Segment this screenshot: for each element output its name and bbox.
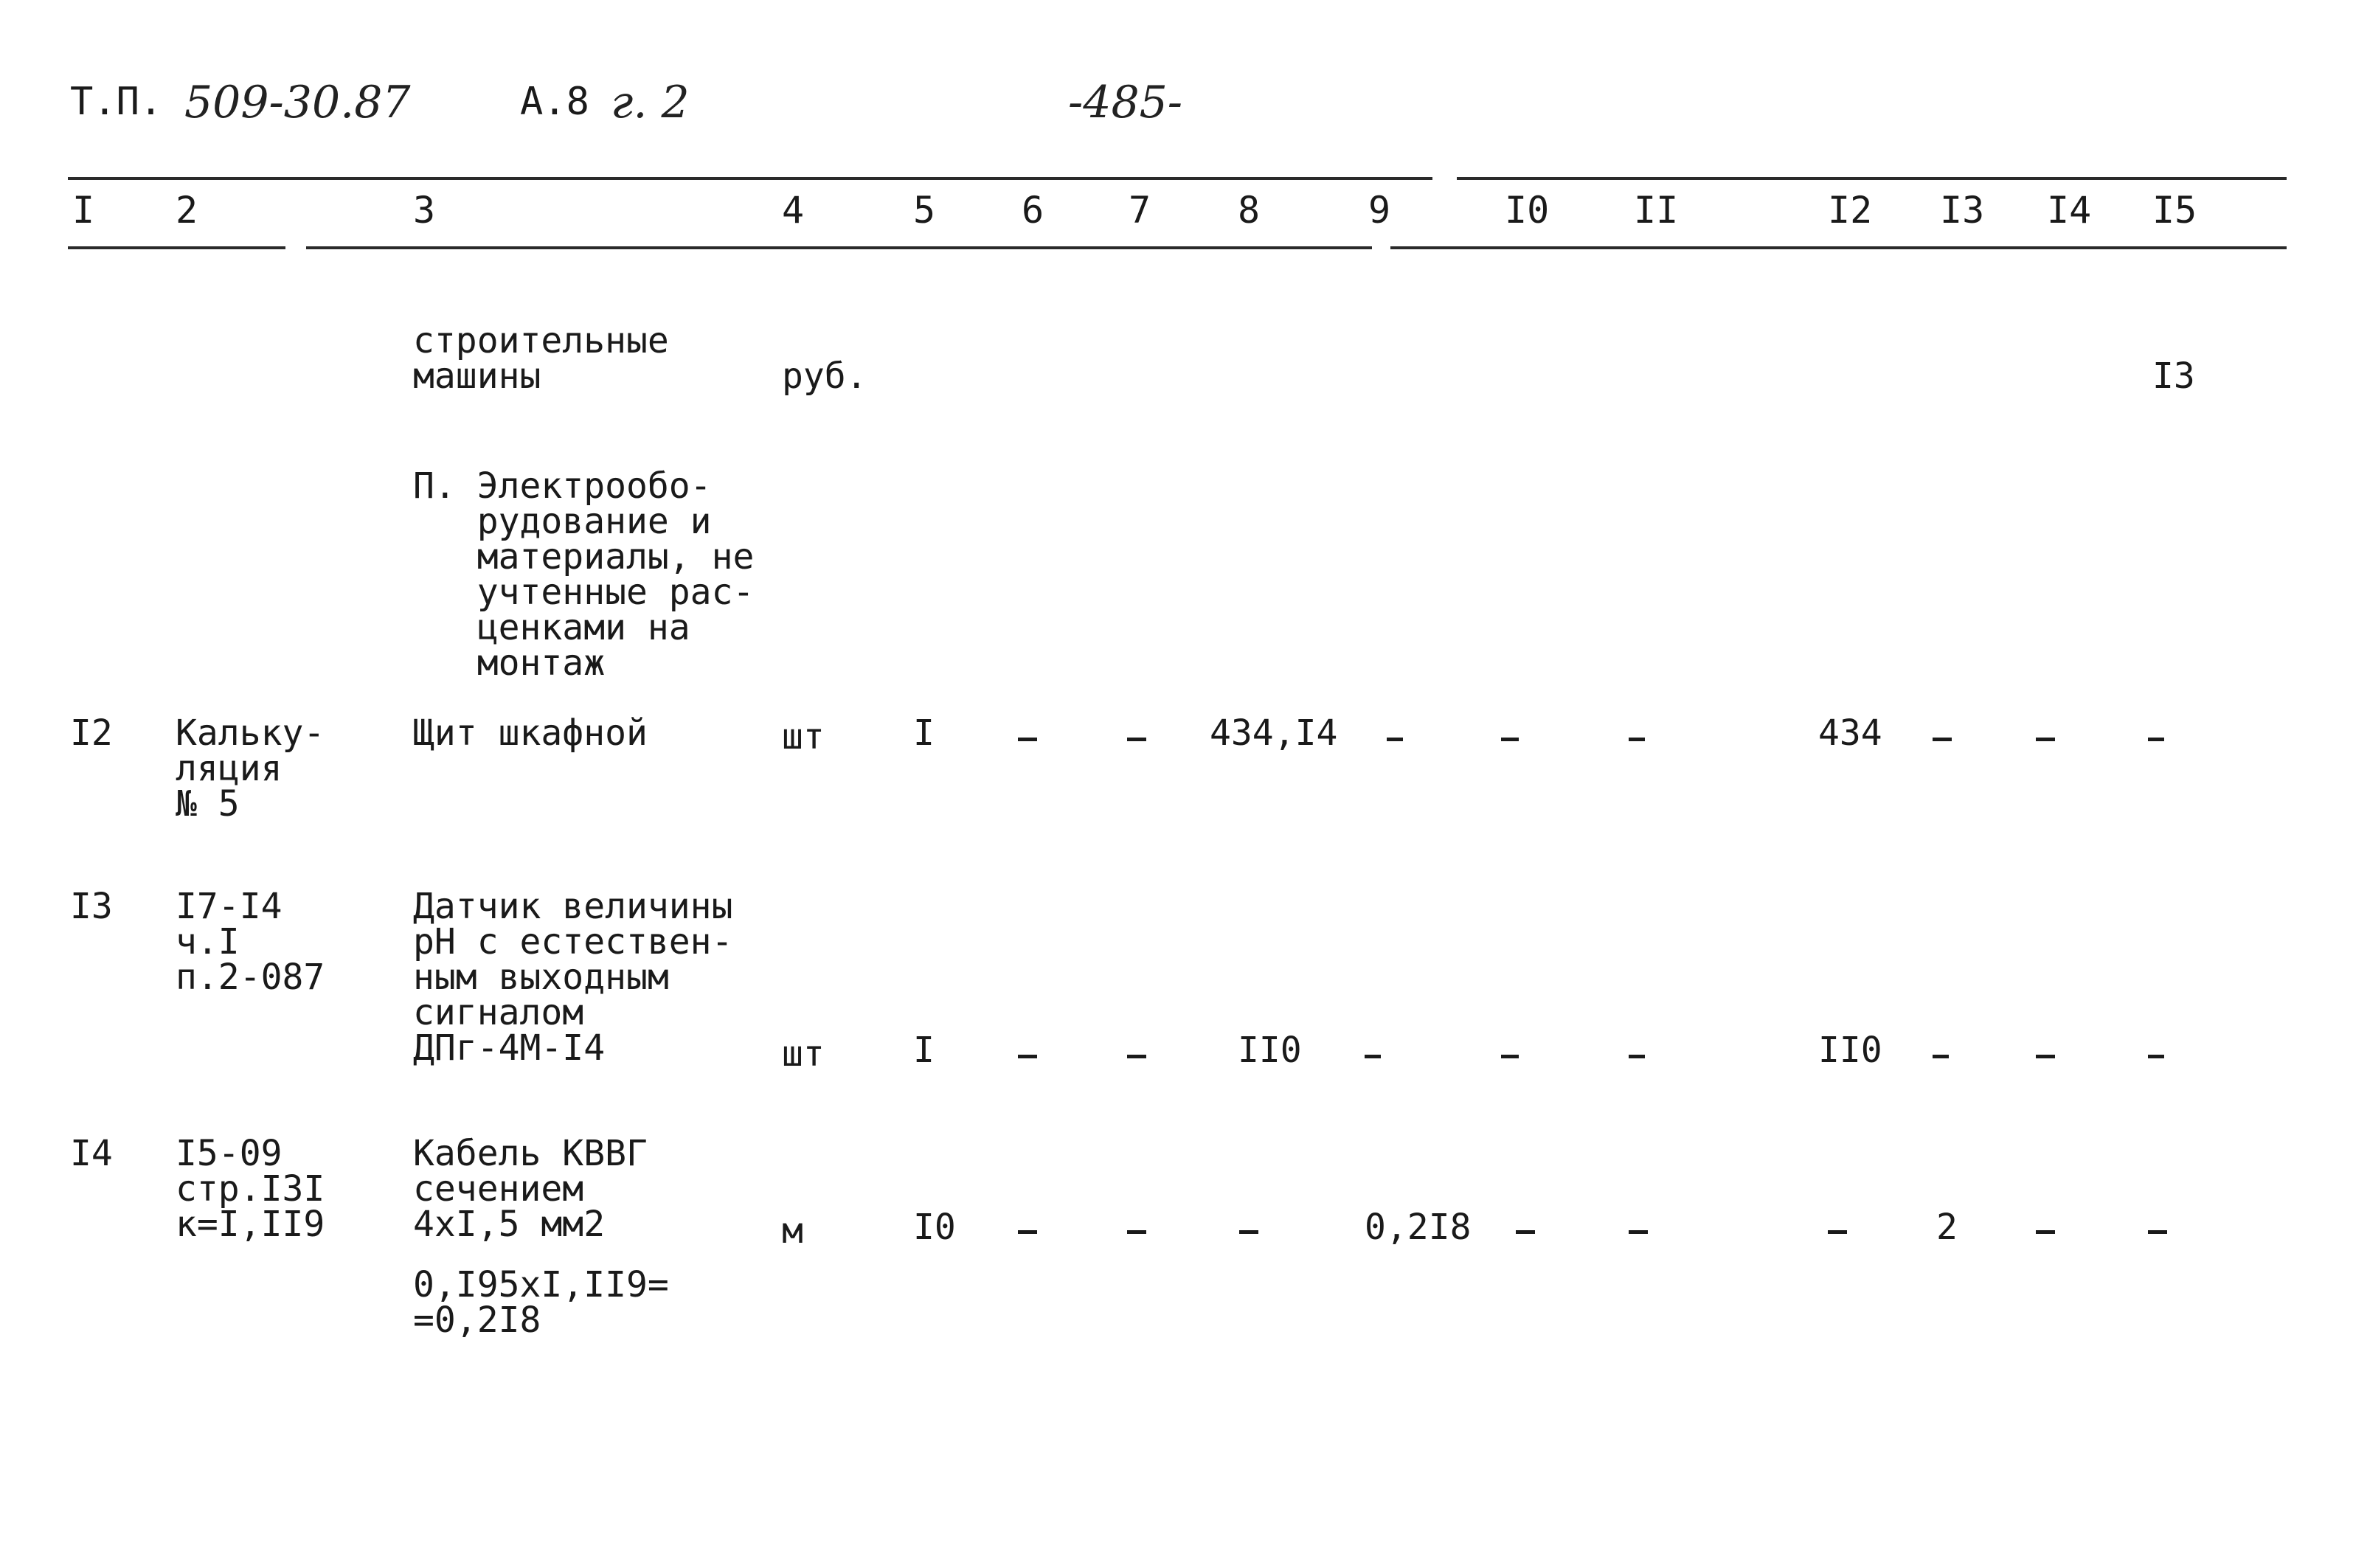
col-header-10: I0 [1505, 189, 1550, 232]
row-12-col11-dash [1629, 738, 1645, 741]
col-header-9: 9 [1368, 189, 1391, 232]
row-13-col10-dash [1501, 1055, 1519, 1058]
row-14-col10-dash [1516, 1230, 1535, 1234]
table-top-rule-right [1457, 177, 2287, 180]
row-14-name: Кабель КВВГ сечением 4хI,5 мм2 [413, 1133, 648, 1245]
row-12-col5: I [913, 712, 935, 754]
row-13-col11-dash [1629, 1055, 1645, 1058]
row-12-col10-dash [1501, 738, 1519, 741]
row-14-number: I4 [70, 1133, 113, 1174]
col-header-8: 8 [1238, 189, 1261, 232]
row-14-col14-dash [2036, 1230, 2055, 1234]
row-12-col6-dash [1018, 738, 1037, 741]
row-12-col8: 434,I4 [1210, 712, 1338, 754]
header-prefix: Т.П. [70, 80, 163, 124]
row-13-col7-dash [1127, 1055, 1146, 1058]
row-14-col13: 2 [1936, 1207, 1958, 1248]
row-14-col6-dash [1018, 1230, 1037, 1234]
row-13-name: Датчик величины pH с естествен- ным выходным сигналом ДПг-4М-I4 [413, 886, 733, 1069]
col-header-15: I5 [2152, 189, 2197, 232]
col-header-5: 5 [913, 189, 936, 232]
row-14-col15-dash [2148, 1230, 2167, 1234]
row-13-col5: I [913, 1030, 935, 1071]
header-bottom-rule-c [1390, 246, 2287, 249]
row-14-col5: I0 [913, 1207, 956, 1248]
row-13-col12: II0 [1818, 1030, 1882, 1071]
row-14-reference: I5-09 стр.I3I к=I,II9 [176, 1133, 325, 1245]
row-12-unit: шт [782, 716, 825, 757]
section-2-heading: П. Электрообо- рудование и материалы, не учтенные рас- ценками на монтаж [413, 465, 755, 684]
row-12-col14-dash [2036, 738, 2055, 741]
row-14-col11-dash [1629, 1230, 1648, 1234]
row-13-number: I3 [70, 886, 113, 927]
col-header-7: 7 [1129, 189, 1151, 232]
header-bottom-rule-b [306, 246, 1372, 249]
row-12-col12: 434 [1818, 712, 1882, 754]
project-number: 509-30.87 [184, 77, 411, 128]
row-14-col8-dash [1239, 1230, 1258, 1234]
row-13-unit: шт [782, 1033, 825, 1075]
row-14-unit: м [782, 1210, 803, 1252]
album-label: А.8 [520, 80, 589, 124]
row-14-col7-dash [1127, 1230, 1146, 1234]
row-12-number: I2 [70, 712, 113, 754]
col-header-13: I3 [1940, 189, 1985, 232]
album-part: г. 2 [611, 77, 690, 128]
row-12-col13-dash [1933, 738, 1952, 741]
col-header-14: I4 [2047, 189, 2092, 232]
row-13-reference: I7-I4 ч.I п.2-087 [176, 886, 325, 998]
header-bottom-rule-a [68, 246, 285, 249]
row-14-col9: 0,2I8 [1365, 1207, 1472, 1248]
row-13-col6-dash [1018, 1055, 1037, 1058]
row-12-name: Щит шкафной [413, 712, 648, 754]
row-13-col14-dash [2036, 1055, 2055, 1058]
row-12-col15-dash [2148, 738, 2164, 741]
col-header-11: II [1634, 189, 1679, 232]
col-header-4: 4 [782, 189, 805, 232]
row-14-col12-dash [1828, 1230, 1847, 1234]
row-12-reference: Кальку- ляция № 5 [176, 712, 325, 825]
row-13-col13-dash [1933, 1055, 1949, 1058]
row-13-col9-dash [1365, 1055, 1381, 1058]
col-header-12: I2 [1828, 189, 1873, 232]
col-header-2: 2 [176, 189, 198, 232]
row-13-col8: II0 [1238, 1030, 1302, 1071]
page-number: -485- [1068, 77, 1183, 128]
machines-unit: руб. [782, 355, 867, 397]
machines-text: строительные машины [413, 320, 669, 397]
machines-col15: I3 [2152, 355, 2195, 397]
row-12-col9-dash [1387, 738, 1403, 741]
table-top-rule-left [68, 177, 1432, 180]
col-header-6: 6 [1022, 189, 1044, 232]
row-14-calculation: 0,I95хI,II9= =0,2I8 [413, 1264, 669, 1341]
col-header-3: 3 [413, 189, 436, 232]
row-12-col7-dash [1127, 738, 1146, 741]
col-header-1: I [72, 189, 95, 232]
row-13-col15-dash [2148, 1055, 2164, 1058]
